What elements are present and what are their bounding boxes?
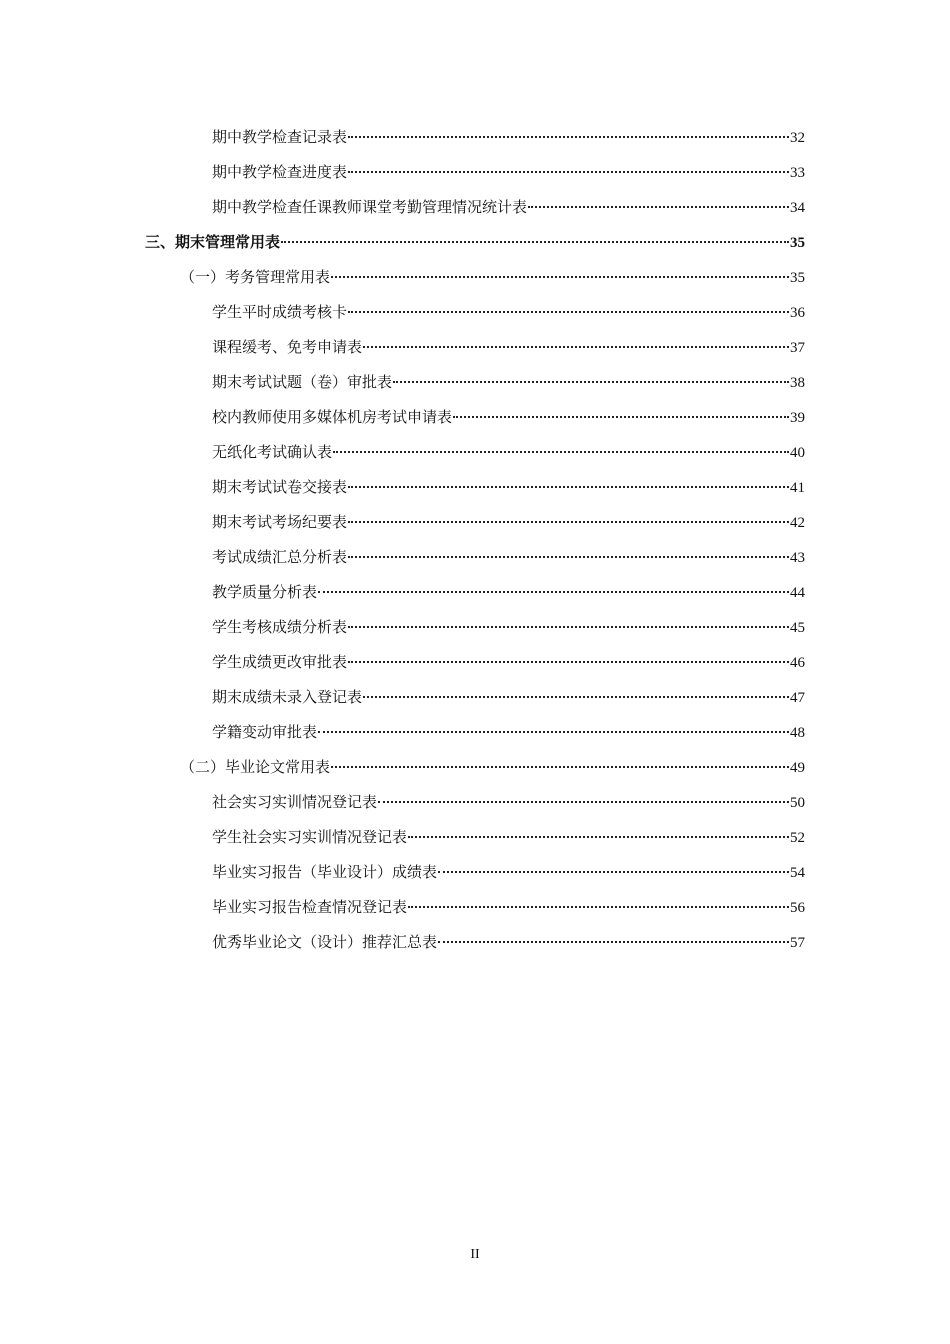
toc-entry-title: 学生平时成绩考核卡 bbox=[212, 303, 348, 321]
toc-entry-title: 课程缓考、免考申请表 bbox=[212, 338, 363, 356]
toc-leader-dots bbox=[438, 871, 789, 873]
toc-leader-dots bbox=[363, 346, 789, 348]
toc-entry-page: 33 bbox=[790, 165, 805, 181]
toc-leader-dots bbox=[408, 906, 789, 908]
toc-entry-title: 期末考试试题（卷）审批表 bbox=[212, 373, 393, 391]
toc-entry[interactable] bbox=[212, 125, 805, 149]
toc-entry-page: 38 bbox=[790, 375, 805, 391]
toc-entry[interactable] bbox=[212, 335, 805, 359]
toc-entry-page: 42 bbox=[790, 515, 805, 531]
toc-entry-title: （二）毕业论文常用表 bbox=[180, 758, 331, 776]
toc-entry-page: 56 bbox=[790, 900, 805, 916]
toc-entry-page: 44 bbox=[790, 585, 805, 601]
toc-leader-dots bbox=[348, 311, 789, 313]
toc-entry-page: 35 bbox=[790, 235, 805, 251]
toc-entry-title: 学生成绩更改审批表 bbox=[212, 653, 348, 671]
toc-entry[interactable] bbox=[212, 405, 805, 429]
toc-entry[interactable] bbox=[212, 650, 805, 674]
toc-entry-page: 36 bbox=[790, 305, 805, 321]
toc-entry[interactable] bbox=[212, 440, 805, 464]
toc-entry-page: 52 bbox=[790, 830, 805, 846]
toc-entry-title: 学生考核成绩分析表 bbox=[212, 618, 348, 636]
toc-entry-page: 47 bbox=[790, 690, 805, 706]
toc-entry[interactable] bbox=[212, 895, 805, 919]
toc-leader-dots bbox=[348, 661, 789, 663]
toc-leader-dots bbox=[348, 486, 789, 488]
toc-leader-dots bbox=[281, 241, 789, 243]
toc-section-entry[interactable] bbox=[145, 230, 805, 254]
toc-leader-dots bbox=[348, 521, 789, 523]
toc-entry-title: 三、期末管理常用表 bbox=[145, 233, 281, 251]
toc-leader-dots bbox=[408, 836, 789, 838]
toc-entry[interactable] bbox=[212, 720, 805, 744]
toc-entry-title: 无纸化考试确认表 bbox=[212, 443, 333, 461]
toc-leader-dots bbox=[348, 556, 789, 558]
toc-entry[interactable] bbox=[212, 615, 805, 639]
toc-leader-dots bbox=[318, 591, 789, 593]
toc-leader-dots bbox=[348, 136, 789, 138]
toc-entry-page: 46 bbox=[790, 655, 805, 671]
toc-entry-title: 教学质量分析表 bbox=[212, 583, 318, 601]
toc-entry-page: 48 bbox=[790, 725, 805, 741]
toc-leader-dots bbox=[318, 731, 789, 733]
toc-entry-title: 期中教学检查任课教师课堂考勤管理情况统计表 bbox=[212, 198, 528, 216]
toc-entry-title: （一）考务管理常用表 bbox=[180, 268, 331, 286]
toc-entry-page: 43 bbox=[790, 550, 805, 566]
toc-entry-title: 社会实习实训情况登记表 bbox=[212, 793, 378, 811]
toc-entry-page: 40 bbox=[790, 445, 805, 461]
footer-page-number: II bbox=[470, 1247, 480, 1262]
toc-leader-dots bbox=[363, 696, 789, 698]
toc-entry[interactable] bbox=[212, 195, 805, 219]
toc-entry[interactable] bbox=[212, 510, 805, 534]
toc-entry-page: 45 bbox=[790, 620, 805, 636]
toc-entry[interactable] bbox=[212, 790, 805, 814]
toc-entry[interactable] bbox=[212, 580, 805, 604]
toc-entry-title: 考试成绩汇总分析表 bbox=[212, 548, 348, 566]
toc-entry[interactable] bbox=[212, 860, 805, 884]
toc-leader-dots bbox=[333, 451, 789, 453]
toc-subsection-entry[interactable] bbox=[180, 265, 805, 289]
toc-leader-dots bbox=[453, 416, 789, 418]
toc-entry-page: 49 bbox=[790, 760, 805, 776]
toc-entry-title: 学生社会实习实训情况登记表 bbox=[212, 828, 408, 846]
toc-entry-title: 期中教学检查进度表 bbox=[212, 163, 348, 181]
toc-leader-dots bbox=[331, 276, 789, 278]
toc-entry[interactable] bbox=[212, 300, 805, 324]
toc-entry-page: 50 bbox=[790, 795, 805, 811]
toc-entry[interactable] bbox=[212, 475, 805, 499]
toc-subsection-entry[interactable] bbox=[180, 755, 805, 779]
toc-entry[interactable] bbox=[212, 545, 805, 569]
toc-entry-title: 期中教学检查记录表 bbox=[212, 128, 348, 146]
toc-entry[interactable] bbox=[212, 160, 805, 184]
toc-entry-title: 优秀毕业论文（设计）推荐汇总表 bbox=[212, 933, 438, 951]
toc-entry-page: 34 bbox=[790, 200, 805, 216]
toc-entry-page: 54 bbox=[790, 865, 805, 881]
toc-entry-page: 35 bbox=[790, 270, 805, 286]
toc-entry-title: 学籍变动审批表 bbox=[212, 723, 318, 741]
toc-leader-dots bbox=[528, 206, 789, 208]
toc-entry-title: 期末成绩未录入登记表 bbox=[212, 688, 363, 706]
toc-leader-dots bbox=[393, 381, 789, 383]
toc-entry[interactable] bbox=[212, 370, 805, 394]
toc-leader-dots bbox=[378, 801, 789, 803]
toc-entry-title: 期末考试考场纪要表 bbox=[212, 513, 348, 531]
toc-leader-dots bbox=[348, 171, 789, 173]
toc-entry-title: 毕业实习报告（毕业设计）成绩表 bbox=[212, 863, 438, 881]
toc-entry-page: 39 bbox=[790, 410, 805, 426]
toc-entry-title: 校内教师使用多媒体机房考试申请表 bbox=[212, 408, 453, 426]
toc-entry-title: 期末考试试卷交接表 bbox=[212, 478, 348, 496]
toc-entry-page: 37 bbox=[790, 340, 805, 356]
toc-entry-title: 毕业实习报告检查情况登记表 bbox=[212, 898, 408, 916]
toc-entry-page: 57 bbox=[790, 935, 805, 951]
toc-leader-dots bbox=[438, 941, 789, 943]
toc-entry-page: 32 bbox=[790, 130, 805, 146]
toc-leader-dots bbox=[331, 766, 789, 768]
toc-entry[interactable] bbox=[212, 825, 805, 849]
toc-leader-dots bbox=[348, 626, 789, 628]
toc-entry-page: 41 bbox=[790, 480, 805, 496]
toc-entry[interactable] bbox=[212, 685, 805, 709]
toc-entry[interactable] bbox=[212, 930, 805, 954]
